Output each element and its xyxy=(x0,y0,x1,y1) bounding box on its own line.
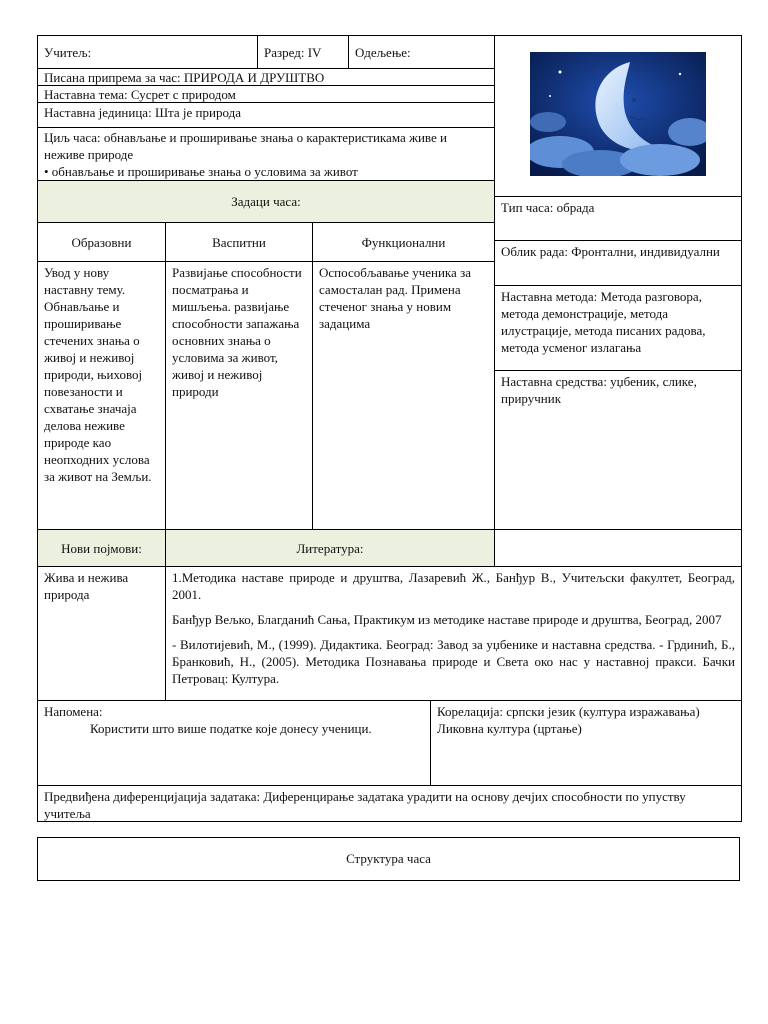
topic-text: Наставна тема: Сусрет с природом xyxy=(44,87,236,102)
literature-body xyxy=(165,566,742,701)
col1-text: Увод у нову наставну тему. Обнављање и проширивање стечених знања о живој и неживој природи, њиховој повезаности и схватање значаја делова неживе природе као неопходних услова за живот на Земљи. xyxy=(44,265,152,484)
tasks-col1-body xyxy=(37,261,166,530)
col1-title: Образовни xyxy=(71,235,132,250)
teacher-cell xyxy=(37,35,258,69)
concepts-header-text: Нови појмови: xyxy=(61,541,142,556)
resources-text: Наставна средства: уџбеник, слике, приручник xyxy=(501,374,697,406)
goal-text: Циљ часа: обнављање и проширивање знања о карактеристикама живе и неживе природе xyxy=(44,130,447,162)
written-prep-row xyxy=(37,68,495,86)
tasks-col1-header xyxy=(37,222,166,262)
tasks-col3-header xyxy=(312,222,495,262)
note-cell xyxy=(37,700,431,786)
work-form-cell xyxy=(494,240,742,286)
resources-cell xyxy=(494,370,742,530)
tasks-header xyxy=(37,180,495,223)
grade-label: Разред: IV xyxy=(264,45,322,60)
literature-item: Банђур Вељко, Благданић Сања, Практикум из методике наставе природе и друштва, Београд, 2007 xyxy=(172,612,722,627)
correlation-text: Ликовна култура (цртање) xyxy=(437,721,582,736)
moon-image xyxy=(530,52,706,176)
method-cell xyxy=(494,285,742,371)
written-prep-text: Писана припрема за час: ПРИРОДА И ДРУШТВО xyxy=(44,70,325,85)
tasks-header-text: Задаци часа: xyxy=(231,194,301,209)
correlation-cell xyxy=(430,700,742,786)
col2-title: Васпитни xyxy=(212,235,266,250)
col3-text: Оспособљавање ученика за самосталан рад. Примена стеченог знања у новим задацима xyxy=(319,265,471,331)
teacher-label: Учитељ: xyxy=(44,45,92,60)
concepts-body xyxy=(37,566,166,701)
col2-text: Развијање способности посматрања и мишљења. развијање способности запажања основних знања о условима за живот, живој и неживој природи xyxy=(172,265,302,399)
work-form-text: Облик рада: Фронтални, индивидуални xyxy=(501,244,720,259)
empty-side-cell xyxy=(494,529,742,567)
class-cell xyxy=(348,35,495,69)
tasks-col2-body xyxy=(165,261,313,530)
differentiation-text: Предвиђена диференцијација задатака: Диференцирање задатака урадити на основу дечјих способности по упуству учитеља xyxy=(44,789,686,821)
method-text: Наставна метода: Метода разговора, метода демонстрације, метода илустрације, метода писаних радова, метода усменог излагања xyxy=(501,289,706,355)
col3-title: Функционални xyxy=(361,235,446,250)
goal-row xyxy=(37,127,495,181)
lesson-type-cell xyxy=(494,196,742,241)
unit-text: Наставна јединица: Шта је природа xyxy=(44,105,241,120)
moon-illustration xyxy=(530,52,706,176)
concepts-text: Жива и нежива природа xyxy=(44,570,129,602)
class-label: Одељење: xyxy=(355,45,411,60)
correlation-text: Корелација: српски језик (култура изражавања) xyxy=(437,704,700,719)
literature-item: 1.Методика наставе природе и друштва, Лазаревић Ж., Банђур В., Учитељски факултет, Београд, 2001. xyxy=(172,570,735,602)
structure-title: Структура часа xyxy=(346,851,431,866)
lesson-type-text: Тип часа: обрада xyxy=(501,200,595,215)
concepts-header xyxy=(37,529,166,567)
tasks-col3-body xyxy=(312,261,495,530)
note-text: Користити што више податке које донесу ученици. xyxy=(90,721,372,736)
structure-box xyxy=(37,837,740,881)
unit-row xyxy=(37,102,495,128)
topic-row xyxy=(37,85,495,103)
tasks-col2-header xyxy=(165,222,313,262)
note-label: Напомена: xyxy=(44,704,103,719)
literature-header-text: Литература: xyxy=(296,541,364,556)
grade-cell xyxy=(257,35,349,69)
literature-header xyxy=(165,529,495,567)
differentiation-cell xyxy=(37,785,742,822)
literature-item: - Вилотијевић, М., (1999). Дидактика. Београд: Завод за уџбенике и наставна средства. - Грдинић, Б., Бранковић, Н., (2005). Методика Познавања природе и Света око нас у наставној пракси. Бачки Петровац: Култура. xyxy=(172,637,735,686)
goal-bullet: • обнављање и проширивање знања о условима за живот xyxy=(44,164,358,179)
